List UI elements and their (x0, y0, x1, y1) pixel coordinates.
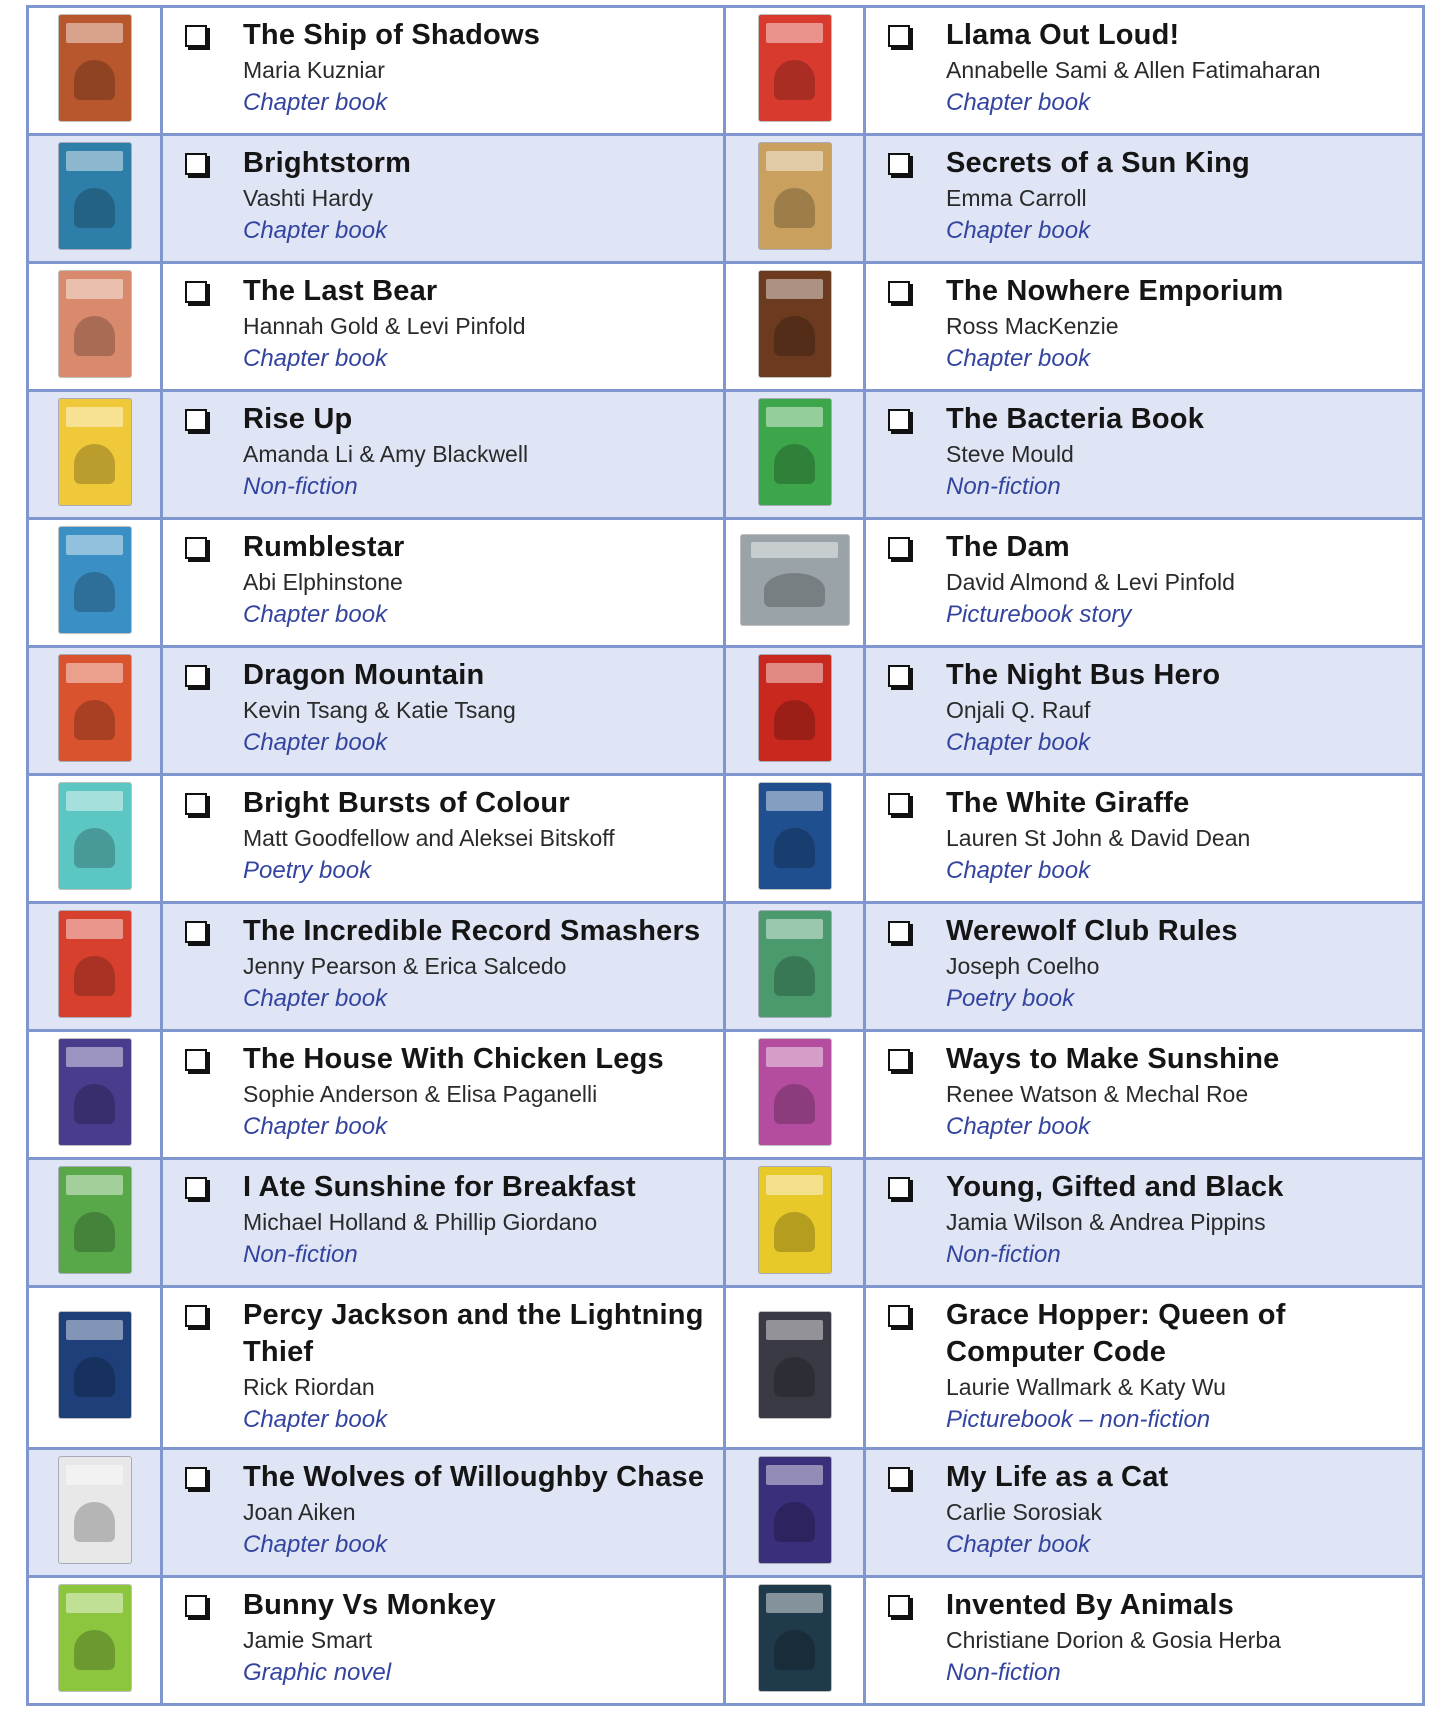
checkbox-icon[interactable] (185, 1467, 207, 1489)
book-entry (163, 264, 723, 383)
book-genre: Non-fiction (243, 473, 358, 500)
checkbox-icon[interactable] (185, 1177, 207, 1199)
book-entry (866, 776, 1422, 895)
book-author: Sophie Anderson & Elisa Paganelli (243, 1081, 598, 1107)
checkbox-icon[interactable] (185, 537, 207, 559)
book-genre: Chapter book (243, 1406, 388, 1433)
book-author: Onjali Q. Rauf (946, 697, 1091, 723)
book-title: Bunny Vs Monkey (243, 1589, 496, 1621)
book-row (28, 1577, 1424, 1705)
book-title: Grace Hopper: Queen of Computer Code (946, 1299, 1286, 1368)
cover-ways-to-make-sunshine (759, 1039, 831, 1145)
checkbox-icon[interactable] (888, 793, 910, 815)
book-row (28, 1449, 1424, 1577)
checkbox-icon[interactable] (888, 281, 910, 303)
book-entry (163, 648, 723, 767)
book-title: The Night Bus Hero (946, 659, 1221, 691)
cover-i-ate-sunshine-for-breakfast (59, 1167, 131, 1273)
book-genre: Non-fiction (946, 1659, 1061, 1686)
book-title: Werewolf Club Rules (946, 915, 1238, 947)
book-genre: Picturebook – non-fiction (946, 1406, 1211, 1433)
book-cover-cell (28, 775, 162, 903)
book-info-cell (865, 519, 1424, 647)
book-entry (866, 1032, 1422, 1151)
book-info-cell (865, 1031, 1424, 1159)
book-info-cell (162, 647, 725, 775)
book-entry (163, 520, 723, 639)
book-info-cell (162, 775, 725, 903)
book-title: Ways to Make Sunshine (946, 1043, 1280, 1075)
book-genre: Chapter book (243, 985, 388, 1012)
checkbox-icon[interactable] (888, 537, 910, 559)
book-entry (866, 264, 1422, 383)
book-info-cell (865, 903, 1424, 1031)
book-title: Llama Out Loud! (946, 19, 1180, 51)
book-title: Rumblestar (243, 531, 405, 563)
book-info-cell (865, 1159, 1424, 1287)
book-entry (163, 776, 723, 895)
book-title: Young, Gifted and Black (946, 1171, 1284, 1203)
book-cover-cell (28, 1031, 162, 1159)
book-cover-cell (28, 647, 162, 775)
book-cover-cell (725, 647, 865, 775)
book-row (28, 1031, 1424, 1159)
book-author: Steve Mould (946, 441, 1074, 467)
book-title: Percy Jackson and the Lightning Thief (243, 1299, 704, 1368)
book-entry (866, 904, 1422, 1023)
book-entry (163, 392, 723, 511)
checkbox-icon[interactable] (888, 1177, 910, 1199)
cover-the-incredible-record-smashers (59, 911, 131, 1017)
book-cover-cell (28, 391, 162, 519)
checkbox-icon[interactable] (888, 1467, 910, 1489)
book-author: Joseph Coelho (946, 953, 1100, 979)
book-title: Invented By Animals (946, 1589, 1234, 1621)
book-genre: Chapter book (946, 729, 1091, 756)
cover-the-nowhere-emporium (759, 271, 831, 377)
book-entry (163, 904, 723, 1023)
book-genre: Chapter book (946, 345, 1091, 372)
book-cover-cell (725, 775, 865, 903)
book-info-cell (865, 135, 1424, 263)
cover-rise-up (59, 399, 131, 505)
book-cover-cell (28, 1159, 162, 1287)
checkbox-icon[interactable] (185, 665, 207, 687)
book-title: The White Giraffe (946, 787, 1190, 819)
book-cover-cell (28, 1287, 162, 1449)
book-genre: Picturebook story (946, 601, 1132, 628)
book-cover-cell (725, 391, 865, 519)
book-cover-cell (725, 1159, 865, 1287)
book-genre: Non-fiction (243, 1241, 358, 1268)
book-author: Joan Aiken (243, 1499, 356, 1525)
book-author: Maria Kuzniar (243, 57, 385, 83)
book-cover-cell (725, 1031, 865, 1159)
book-cover-cell (725, 903, 865, 1031)
book-checklist-body (28, 7, 1424, 1705)
checkbox-icon[interactable] (888, 409, 910, 431)
book-genre: Poetry book (946, 985, 1075, 1012)
book-entry (866, 136, 1422, 255)
book-cover-cell (725, 1449, 865, 1577)
checkbox-icon[interactable] (888, 1595, 910, 1617)
book-cover-cell (28, 903, 162, 1031)
book-genre: Chapter book (243, 89, 388, 116)
book-entry (866, 1450, 1422, 1569)
book-genre: Chapter book (243, 1113, 388, 1140)
book-cover-cell (28, 1449, 162, 1577)
book-genre: Chapter book (946, 857, 1091, 884)
book-author: Michael Holland & Phillip Giordano (243, 1209, 598, 1235)
book-info-cell (162, 1159, 725, 1287)
book-row (28, 1159, 1424, 1287)
book-title: Brightstorm (243, 147, 412, 179)
book-info-cell (162, 903, 725, 1031)
checkbox-icon[interactable] (185, 153, 207, 175)
book-genre: Chapter book (946, 1531, 1091, 1558)
checkbox-icon[interactable] (185, 409, 207, 431)
book-title: My Life as a Cat (946, 1461, 1169, 1493)
book-info-cell (865, 263, 1424, 391)
cover-my-life-as-a-cat (759, 1457, 831, 1563)
book-author: Matt Goodfellow and Aleksei Bitskoff (243, 825, 615, 851)
book-entry (866, 648, 1422, 767)
book-title: The Dam (946, 531, 1070, 563)
cover-bright-bursts-of-colour (59, 783, 131, 889)
book-title: Dragon Mountain (243, 659, 485, 691)
checkbox-icon[interactable] (185, 25, 207, 47)
book-author: Lauren St John & David Dean (946, 825, 1251, 851)
checkbox-icon[interactable] (185, 793, 207, 815)
checkbox-icon[interactable] (185, 1049, 207, 1071)
book-info-cell (865, 1287, 1424, 1449)
book-cover-cell (28, 1577, 162, 1705)
book-title: I Ate Sunshine for Breakfast (243, 1171, 636, 1203)
book-info-cell (865, 647, 1424, 775)
book-title: The House With Chicken Legs (243, 1043, 664, 1075)
book-cover-cell (28, 7, 162, 135)
cover-bunny-vs-monkey (59, 1585, 131, 1691)
book-entry (866, 392, 1422, 511)
checkbox-icon[interactable] (185, 1595, 207, 1617)
book-info-cell (162, 1287, 725, 1449)
book-info-cell (162, 7, 725, 135)
book-author: Emma Carroll (946, 185, 1087, 211)
cover-the-dam (741, 535, 849, 625)
book-genre: Chapter book (243, 601, 388, 628)
cover-percy-jackson (59, 1312, 131, 1418)
cover-the-wolves-of-willoughby-chase (59, 1457, 131, 1563)
book-row (28, 263, 1424, 391)
book-author: Annabelle Sami & Allen Fatimaharan (946, 57, 1321, 83)
book-row (28, 647, 1424, 775)
book-checklist-table (26, 5, 1425, 1706)
book-author: Jamia Wilson & Andrea Pippins (946, 1209, 1266, 1235)
book-cover-cell (725, 519, 865, 647)
cover-dragon-mountain (59, 655, 131, 761)
book-genre: Non-fiction (946, 473, 1061, 500)
cover-rumblestar (59, 527, 131, 633)
checkbox-icon[interactable] (888, 665, 910, 687)
book-cover-cell (725, 263, 865, 391)
checkbox-icon[interactable] (185, 281, 207, 303)
book-author: Abi Elphinstone (243, 569, 403, 595)
cover-brightstorm (59, 143, 131, 249)
book-author: Laurie Wallmark & Katy Wu (946, 1374, 1226, 1400)
checkbox-icon[interactable] (888, 921, 910, 943)
book-genre: Graphic novel (243, 1659, 392, 1686)
cover-invented-by-animals (759, 1585, 831, 1691)
book-row (28, 903, 1424, 1031)
cover-the-house-with-chicken-legs (59, 1039, 131, 1145)
book-genre: Chapter book (243, 1531, 388, 1558)
book-cover-cell (725, 135, 865, 263)
book-title: Bright Bursts of Colour (243, 787, 570, 819)
book-info-cell (865, 1449, 1424, 1577)
cover-werewolf-club-rules (759, 911, 831, 1017)
book-info-cell (865, 7, 1424, 135)
cover-the-night-bus-hero (759, 655, 831, 761)
cover-the-white-giraffe (759, 783, 831, 889)
book-cover-cell (28, 263, 162, 391)
book-author: Jamie Smart (243, 1627, 373, 1653)
book-genre: Chapter book (243, 729, 388, 756)
book-info-cell (865, 391, 1424, 519)
book-row (28, 1287, 1424, 1449)
book-info-cell (162, 263, 725, 391)
checkbox-icon[interactable] (888, 25, 910, 47)
book-genre: Non-fiction (946, 1241, 1061, 1268)
book-genre: Chapter book (243, 217, 388, 244)
book-entry (163, 136, 723, 255)
book-title: The Ship of Shadows (243, 19, 541, 51)
book-entry (866, 1578, 1422, 1697)
book-entry (163, 1160, 723, 1279)
book-author: Jenny Pearson & Erica Salcedo (243, 953, 567, 979)
cover-the-last-bear (59, 271, 131, 377)
book-title: The Incredible Record Smashers (243, 915, 701, 947)
book-genre: Chapter book (946, 1113, 1091, 1140)
book-author: Hannah Gold & Levi Pinfold (243, 313, 526, 339)
book-info-cell (162, 519, 725, 647)
checkbox-icon[interactable] (888, 1305, 910, 1327)
book-entry (866, 1288, 1422, 1444)
book-author: Vashti Hardy (243, 185, 373, 211)
checkbox-icon[interactable] (888, 153, 910, 175)
book-title: Rise Up (243, 403, 353, 435)
book-title: The Last Bear (243, 275, 438, 307)
book-author: Renee Watson & Mechal Roe (946, 1081, 1249, 1107)
book-info-cell (865, 1577, 1424, 1705)
book-title: The Nowhere Emporium (946, 275, 1284, 307)
book-cover-cell (725, 1287, 865, 1449)
book-entry (163, 8, 723, 127)
book-author: David Almond & Levi Pinfold (946, 569, 1235, 595)
book-row (28, 7, 1424, 135)
book-row (28, 391, 1424, 519)
book-title: Secrets of a Sun King (946, 147, 1250, 179)
book-cover-cell (725, 1577, 865, 1705)
book-row (28, 775, 1424, 903)
book-info-cell (162, 391, 725, 519)
book-info-cell (162, 1449, 725, 1577)
checkbox-icon[interactable] (888, 1049, 910, 1071)
cover-llama-out-loud (759, 15, 831, 121)
book-info-cell (162, 1031, 725, 1159)
book-genre: Chapter book (946, 217, 1091, 244)
book-entry (866, 8, 1422, 127)
book-entry (163, 1032, 723, 1151)
book-genre: Chapter book (946, 89, 1091, 116)
book-title: The Wolves of Willoughby Chase (243, 1461, 705, 1493)
book-author: Kevin Tsang & Katie Tsang (243, 697, 516, 723)
book-entry (163, 1450, 723, 1569)
checkbox-icon[interactable] (185, 1305, 207, 1327)
book-author: Carlie Sorosiak (946, 1499, 1102, 1525)
book-author: Amanda Li & Amy Blackwell (243, 441, 529, 467)
book-author: Christiane Dorion & Gosia Herba (946, 1627, 1281, 1653)
book-info-cell (162, 1577, 725, 1705)
book-genre: Chapter book (243, 345, 388, 372)
book-row (28, 135, 1424, 263)
book-cover-cell (725, 7, 865, 135)
book-info-cell (865, 775, 1424, 903)
book-author: Rick Riordan (243, 1374, 375, 1400)
book-entry (866, 520, 1422, 639)
cover-the-bacteria-book (759, 399, 831, 505)
cover-grace-hopper (759, 1312, 831, 1418)
book-title: The Bacteria Book (946, 403, 1205, 435)
book-author: Ross MacKenzie (946, 313, 1119, 339)
book-cover-cell (28, 519, 162, 647)
book-entry (163, 1288, 723, 1444)
book-genre: Poetry book (243, 857, 372, 884)
cover-young-gifted-and-black (759, 1167, 831, 1273)
book-row (28, 519, 1424, 647)
book-info-cell (162, 135, 725, 263)
cover-secrets-of-a-sun-king (759, 143, 831, 249)
checkbox-icon[interactable] (185, 921, 207, 943)
book-entry (163, 1578, 723, 1697)
book-entry (866, 1160, 1422, 1279)
cover-the-ship-of-shadows (59, 15, 131, 121)
book-cover-cell (28, 135, 162, 263)
